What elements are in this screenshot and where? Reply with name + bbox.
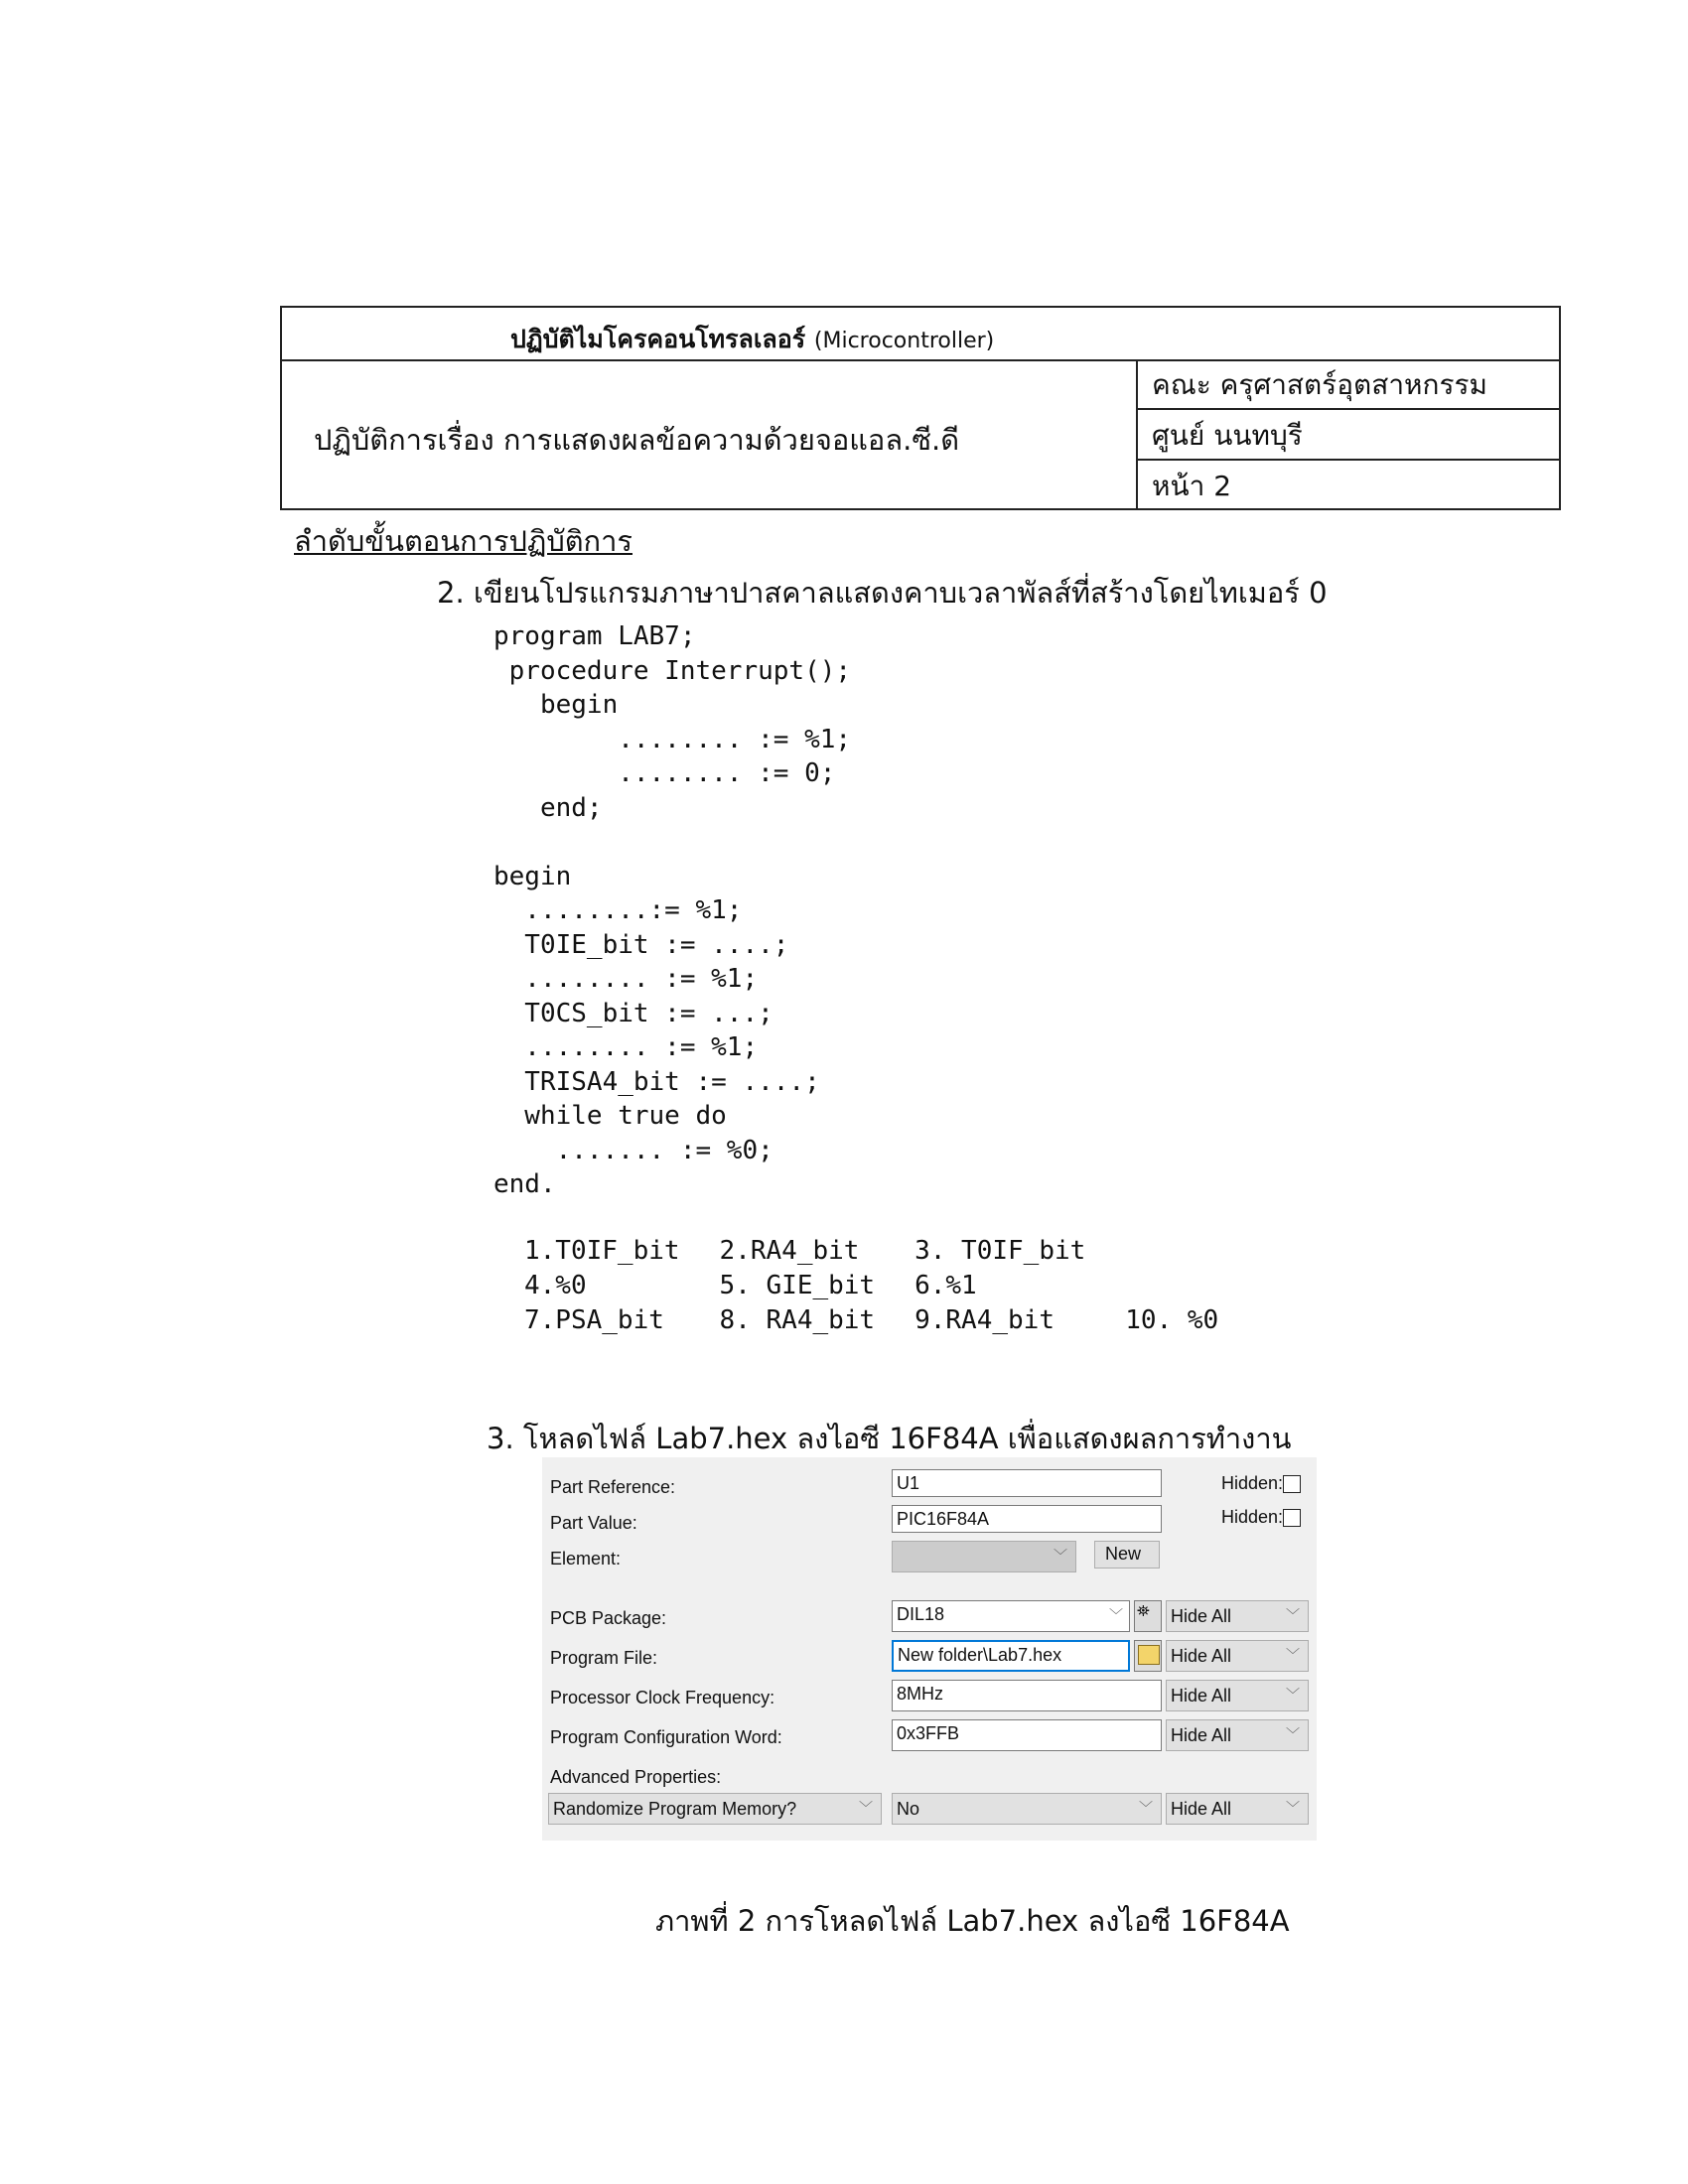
chevron-down-icon: ﹀ bbox=[1286, 1647, 1300, 1663]
advanced-properties-label: Advanced Properties: bbox=[550, 1767, 722, 1787]
chevron-down-icon: ﹀ bbox=[1286, 1800, 1300, 1816]
header-row bbox=[282, 308, 1559, 361]
lab-topic: ปฏิบัติการเรื่อง การแสดงผลข้อความด้วยจอแอล.ซี.ดี bbox=[314, 423, 960, 457]
hide-all-select[interactable] bbox=[1166, 1680, 1309, 1711]
center: ศูนย์ นนทบุรี bbox=[1138, 410, 1559, 461]
chevron-down-icon: ﹀ bbox=[1286, 1687, 1300, 1703]
hide-all-select[interactable] bbox=[1166, 1719, 1309, 1751]
hidden-checkbox[interactable] bbox=[1283, 1475, 1301, 1493]
config-word-label: Program Configuration Word: bbox=[550, 1727, 782, 1747]
hide-all-value: Hide All bbox=[1171, 1686, 1232, 1706]
pcb-value: DIL18 bbox=[897, 1604, 945, 1624]
chevron-down-icon: ﹀ bbox=[1054, 1548, 1067, 1564]
options-row bbox=[524, 1303, 1258, 1338]
option: 2.RA4_bit bbox=[719, 1236, 860, 1266]
code-block: program LAB7; procedure Interrupt(); begin ........ := %1; ........ := 0; end; begin ........:= %1; T0IE_bit := ....; ........ := %1; T0CS_bit := ...; ........ := %1; TRISA4_bit := ....; while true do ....... := %0; end. bbox=[493, 621, 852, 1199]
advanced-value: No bbox=[897, 1799, 920, 1819]
program-file-input[interactable]: New folder\Lab7.hex bbox=[892, 1640, 1130, 1672]
hidden-label: Hidden: bbox=[1221, 1473, 1284, 1493]
component-properties-dialog bbox=[542, 1457, 1317, 1841]
page-number: หน้า 2 bbox=[1152, 470, 1232, 502]
hidden-ref bbox=[1221, 1473, 1301, 1494]
config-word-input[interactable]: 0x3FFB bbox=[892, 1719, 1162, 1751]
hide-all-select[interactable] bbox=[1166, 1640, 1309, 1672]
advanced-property-value: Randomize Program Memory? bbox=[553, 1799, 797, 1819]
chevron-down-icon: ﹀ bbox=[1286, 1726, 1300, 1742]
faculty: คณะ ครุศาสตร์อุตสาหกรรม bbox=[1138, 359, 1559, 410]
hide-all-value: Hide All bbox=[1171, 1646, 1232, 1666]
chevron-down-icon: ﹀ bbox=[1109, 1607, 1123, 1623]
part-value-input[interactable]: PIC16F84A bbox=[892, 1505, 1162, 1533]
new-button[interactable]: New bbox=[1094, 1541, 1160, 1569]
option: 6.%1 bbox=[914, 1271, 977, 1300]
element-select[interactable] bbox=[892, 1541, 1076, 1572]
part-value-label: Part Value: bbox=[550, 1513, 637, 1533]
hidden-val bbox=[1221, 1507, 1301, 1528]
hide-all-value: Hide All bbox=[1171, 1725, 1232, 1745]
option: 7.PSA_bit bbox=[524, 1305, 664, 1335]
option: 4.%0 bbox=[524, 1271, 587, 1300]
chevron-down-icon: ﹀ bbox=[859, 1800, 873, 1816]
chevron-down-icon: ﹀ bbox=[1139, 1800, 1153, 1816]
hide-all-value: Hide All bbox=[1171, 1799, 1232, 1819]
option: 9.RA4_bit bbox=[914, 1305, 1055, 1335]
hidden-checkbox[interactable] bbox=[1283, 1509, 1301, 1527]
figure-caption: ภาพที่ 2 การโหลดไฟล์ Lab7.hex ลงไอซี 16F84A bbox=[655, 1904, 1290, 1938]
hidden-label: Hidden: bbox=[1221, 1507, 1284, 1527]
folder-icon[interactable] bbox=[1134, 1640, 1162, 1672]
course-title bbox=[510, 320, 994, 359]
course-en: (Microcontroller) bbox=[813, 329, 995, 353]
clock-label: Processor Clock Frequency: bbox=[550, 1688, 775, 1707]
answer-options bbox=[524, 1234, 1258, 1338]
options-row bbox=[524, 1269, 1258, 1303]
options-row bbox=[524, 1234, 1258, 1269]
hide-all-value: Hide All bbox=[1171, 1606, 1232, 1626]
option: 8. RA4_bit bbox=[719, 1305, 876, 1335]
advanced-value-select[interactable] bbox=[892, 1793, 1162, 1825]
chevron-down-icon: ﹀ bbox=[1286, 1607, 1300, 1623]
pcb-package-label: PCB Package: bbox=[550, 1608, 667, 1628]
option: 10. %0 bbox=[1125, 1305, 1219, 1335]
pcb-package-select[interactable] bbox=[892, 1600, 1130, 1632]
element-label: Element: bbox=[550, 1549, 622, 1569]
step-3: 3. โหลดไฟล์ Lab7.hex ลงไอซี 16F84A เพื่อแสดงผลการทำงาน bbox=[487, 1422, 1292, 1455]
header-table bbox=[280, 306, 1561, 510]
course-th: ปฏิบัติไมโครคอนโทรลเลอร์ bbox=[510, 325, 806, 353]
part-reference-label: Part Reference: bbox=[550, 1477, 676, 1497]
program-file-label: Program File: bbox=[550, 1648, 658, 1668]
option: 1.T0IF_bit bbox=[524, 1236, 680, 1266]
option: 3. T0IF_bit bbox=[914, 1236, 1086, 1266]
part-reference-input[interactable]: U1 bbox=[892, 1469, 1162, 1497]
clock-input[interactable]: 8MHz bbox=[892, 1680, 1162, 1711]
step-2: 2. เขียนโปรแกรมภาษาปาสคาลแสดงคาบเวลาพัลส์ที่สร้างโดยไทเมอร์ 0 bbox=[437, 576, 1328, 610]
advanced-property-select[interactable] bbox=[548, 1793, 882, 1825]
hide-all-select[interactable] bbox=[1166, 1793, 1309, 1825]
option: 5. GIE_bit bbox=[719, 1271, 876, 1300]
binoculars-icon[interactable]: ⛯ bbox=[1134, 1600, 1162, 1632]
section-heading: ลำดับขั้นตอนการปฏิบัติการ bbox=[294, 524, 633, 558]
hide-all-select[interactable] bbox=[1166, 1600, 1309, 1632]
